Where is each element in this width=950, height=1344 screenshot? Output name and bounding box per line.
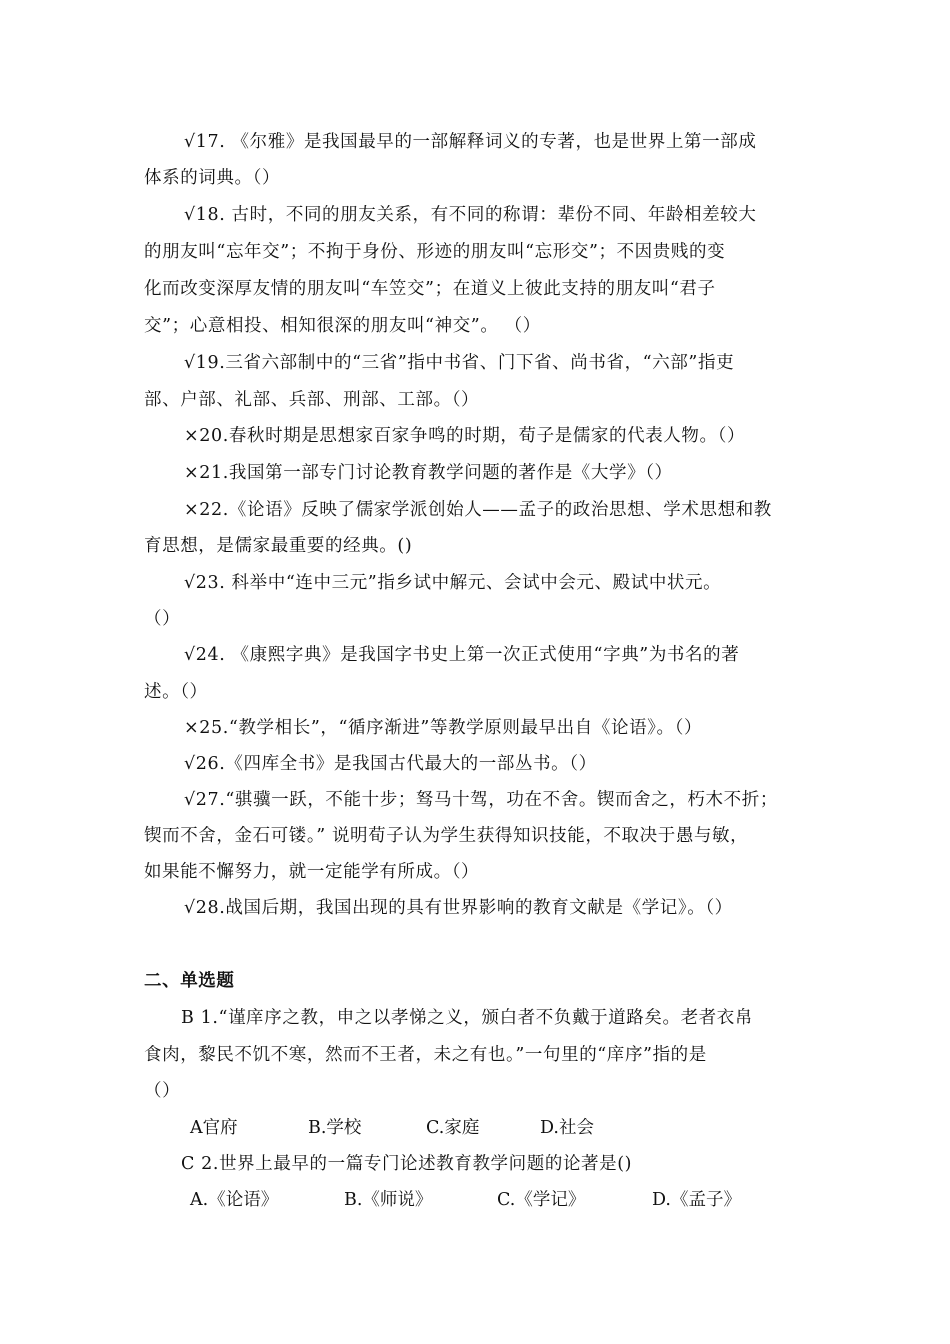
item-23-line-1: √23. 科举中“连中三元”指乡试中解元、会试中会元、殿试中状元。 (184, 573, 722, 593)
question-1-option-d: D.社会 (540, 1118, 594, 1138)
item-22-line-2: 育思想，是儒家最重要的经典。() (144, 536, 413, 556)
question-2-option-b: B.《师说》 (344, 1190, 433, 1210)
item-18-line-1: √18. 古时，不同的朋友关系，有不同的称谓：辈份不同、年龄相差较大 (184, 205, 757, 225)
item-19-line-1: √19.三省六部制中的“三省”指中书省、门下省、尚书省，“六部”指吏 (184, 353, 735, 373)
item-20: ×20.春秋时期是思想家百家争鸣的时期，荀子是儒家的代表人物。（） (184, 426, 746, 446)
question-2-option-c: C.《学记》 (497, 1190, 586, 1210)
item-24-line-1: √24. 《康熙字典》是我国字书史上第一次正式使用“字典”为书名的著 (184, 645, 740, 665)
question-1-option-a: A官府 (190, 1118, 238, 1138)
item-25: ×25.“教学相长”，“循序渐进”等教学原则最早出自《论语》。（） (184, 718, 703, 738)
item-18-line-4: 交”；心意相投、相知很深的朋友叫“神交”。 （） (144, 316, 541, 336)
item-19-line-2: 部、户部、礼部、兵部、刑部、工部。（） (144, 390, 480, 410)
item-27-line-1: √27.“骐骥一跃，不能十步；驽马十驾，功在不舍。锲而舍之，朽木不折； (184, 790, 778, 810)
item-18-line-2: 的朋友叫“忘年交”；不拘于身份、形迹的朋友叫“忘形交”；不因贵贱的变 (144, 242, 726, 262)
item-17-line-2: 体系的词典。（） (144, 168, 281, 188)
item-21: ×21.我国第一部专门讨论教育教学问题的著作是《大学》（） (184, 463, 673, 483)
question-2-option-a: A.《论语》 (190, 1190, 279, 1210)
item-26: √26.《四库全书》是我国古代最大的一部丛书。（） (184, 754, 597, 774)
item-23-line-2: （） (144, 609, 181, 629)
question-1-option-b: B.学校 (308, 1118, 362, 1138)
item-27-line-3: 如果能不懈努力，就一定能学有所成。（） (144, 862, 480, 882)
question-1-line-2: 食肉，黎民不饥不寒，然而不王者，未之有也。”一句里的“庠序”指的是 (144, 1045, 707, 1065)
question-1-line-3: （） (144, 1081, 181, 1101)
question-1-options (190, 1114, 690, 1138)
question-1-line-1: B 1.“谨庠序之教，申之以孝悌之义，颁白者不负戴于道路矣。老者衣帛 (181, 1008, 753, 1028)
section-heading-single-choice: 二、单选题 (144, 971, 235, 991)
item-24-line-2: 述。（） (144, 682, 208, 702)
item-18-line-3: 化而改变深厚友情的朋友叫“车笠交”；在道义上彼此支持的朋友叫“君子 (144, 279, 716, 299)
item-27-line-2: 锲而不舍，金石可镂。” 说明荀子认为学生获得知识技能，不取决于愚与敏， (144, 826, 749, 846)
item-22-line-1: ×22.《论语》反映了儒家学派创始人——孟子的政治思想、学术思想和教 (184, 500, 772, 520)
question-2-options (190, 1186, 790, 1210)
question-1-option-c: C.家庭 (426, 1118, 480, 1138)
item-17-line-1: √17. 《尔雅》是我国最早的一部解释词义的专著，也是世界上第一部成 (184, 132, 757, 152)
question-2-line: C 2.世界上最早的一篇专门论述教育教学问题的论著是() (181, 1154, 633, 1174)
item-28: √28.战国后期，我国出现的具有世界影响的教育文献是《学记》。（） (184, 898, 733, 918)
question-2-option-d: D.《孟子》 (652, 1190, 741, 1210)
